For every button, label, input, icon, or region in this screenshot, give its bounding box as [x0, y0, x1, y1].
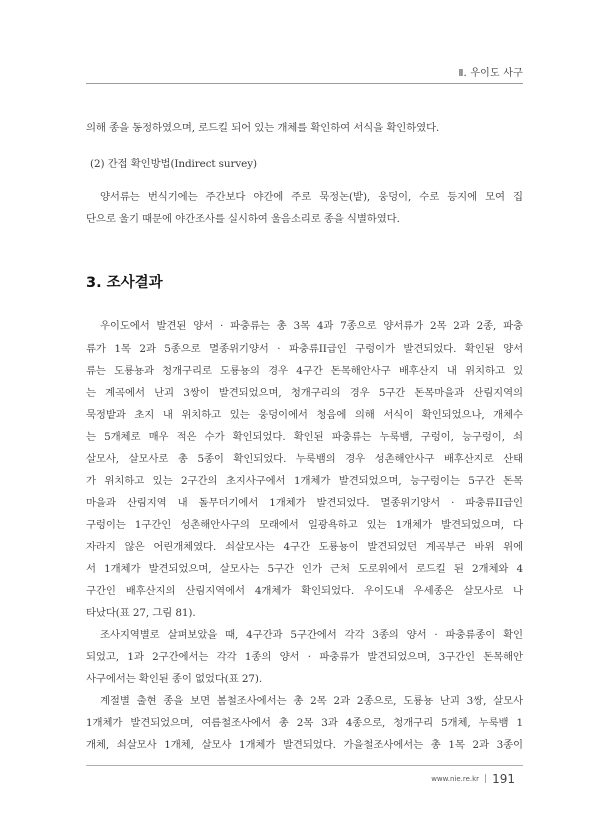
footer-url: www.nie.re.kr: [431, 775, 480, 783]
intro-line: 의해 종을 동정하였으며, 로드킬 되어 있는 개체를 확인하여 서식을 확인하였다.: [86, 122, 440, 134]
subsection-line: 단으로 울기 때문에 야간조사를 실시하여 울음소리로 종을 식별하였다.: [86, 213, 400, 225]
subsection-title: (2) 간접 확인방법(Indirect survey): [90, 158, 257, 170]
paragraph-line: 계절별 출현 종을 보면 봄철조사에서는 총 2목 2과 2종으로, 도룡뇽 난괴 3쌍, 살모사: [100, 695, 523, 707]
paragraph-line: 묵정밭과 초지 내 위치하고 있는 웅덩이에서 청음에 의해 서식이 확인되었으나, 개체수: [86, 409, 523, 421]
page-footer: [431, 772, 515, 786]
paragraph-line: 는 계곡에서 난괴 3쌍이 발견되었으며, 청개구리의 경우 5구간 돈목마을과 산림지역의: [86, 387, 523, 399]
footer-divider: [86, 765, 523, 766]
paragraph-line: 타났다(표 27, 그림 81).: [86, 607, 196, 619]
paragraph-line: 개체, 쇠살모사 1개체, 살모사 1개체가 발견되었다. 가을철조사에서는 총 1목 2과 3종이: [86, 739, 523, 751]
paragraph-line: 류는 도룡뇽과 청개구리로 도룡뇽의 경우 4구간 돈목해안사구 배후산지 내 위치하고 있: [86, 365, 523, 377]
running-header-title: Ⅱ. 우이도 사구: [458, 68, 523, 79]
paragraph-line: 되었고, 1과 2구간에서는 각각 1종의 양서 · 파충류가 발견되었으며, 3구간인 돈목해안: [86, 651, 523, 663]
paragraph-line: 우이도에서 발견된 양서 · 파충류는 총 3목 4과 7종으로 양서류가 2목 2과 2종, 파충: [100, 320, 523, 332]
paragraph-line: 마을과 산림지역 내 돌무더기에서 1개체가 발견되었다. 멸종위기양서 · 파충류II급인: [86, 497, 523, 509]
paragraph-line: 1개체가 발견되었으며, 여름철조사에서 총 2목 3과 4종으로, 청개구리 5개체, 누룩뱀 1: [86, 717, 523, 729]
paragraph-line: 살모사, 살모사로 총 5종이 확인되었다. 누룩뱀의 경우 성촌해안사구 배후산지로 산태: [86, 453, 523, 465]
section-heading: 3. 조사결과: [86, 275, 163, 291]
footer-separator: |: [484, 774, 488, 784]
header-divider: [86, 83, 523, 84]
paragraph-line: 서 1개체가 발견되었으며, 살모사는 5구간 인가 근처 도로위에서 로드킬 된 2개체와 4: [86, 563, 523, 575]
paragraph-line: 구간인 배후산지의 산림지역에서 4개체가 확인되었다. 우이도내 우세종은 살모사로 나: [86, 585, 523, 597]
paragraph-line: 는 5개체로 매우 적은 수가 확인되었다. 확인된 파충류는 누룩뱀, 구렁이, 능구렁이, 쇠: [86, 431, 523, 443]
paragraph-line: 사구에서는 확인된 종이 없었다(표 27).: [86, 673, 263, 685]
page-number: 191: [492, 772, 515, 786]
paragraph-line: 조사지역별로 살펴보았을 때, 4구간과 5구간에서 각각 3종의 양서 · 파충류종이 확인: [100, 629, 523, 641]
subsection-line: 양서류는 번식기에는 주간보다 야간에 주로 묵정논(밭), 웅덩이, 수로 등지에 모여 집: [100, 191, 523, 203]
paragraph-line: 류가 1목 2과 5종으로 멸종위기양서 · 파충류II급인 구렁이가 발견되었다. 확인된 양서: [86, 343, 523, 355]
paragraph-line: 구렁이는 1구간인 성촌해안사구의 모래에서 일광욕하고 있는 1개체가 발견되었으며, 다: [86, 519, 523, 531]
paragraph-line: 자라지 않은 어린개체였다. 쇠살모사는 4구간 도룡뇽이 발견되었던 계곡부근 바위 위에: [86, 541, 523, 553]
paragraph-line: 가 위치하고 있는 2구간의 초지사구에서 1개체가 발견되었으며, 능구렁이는 5구간 돈목: [86, 475, 523, 487]
